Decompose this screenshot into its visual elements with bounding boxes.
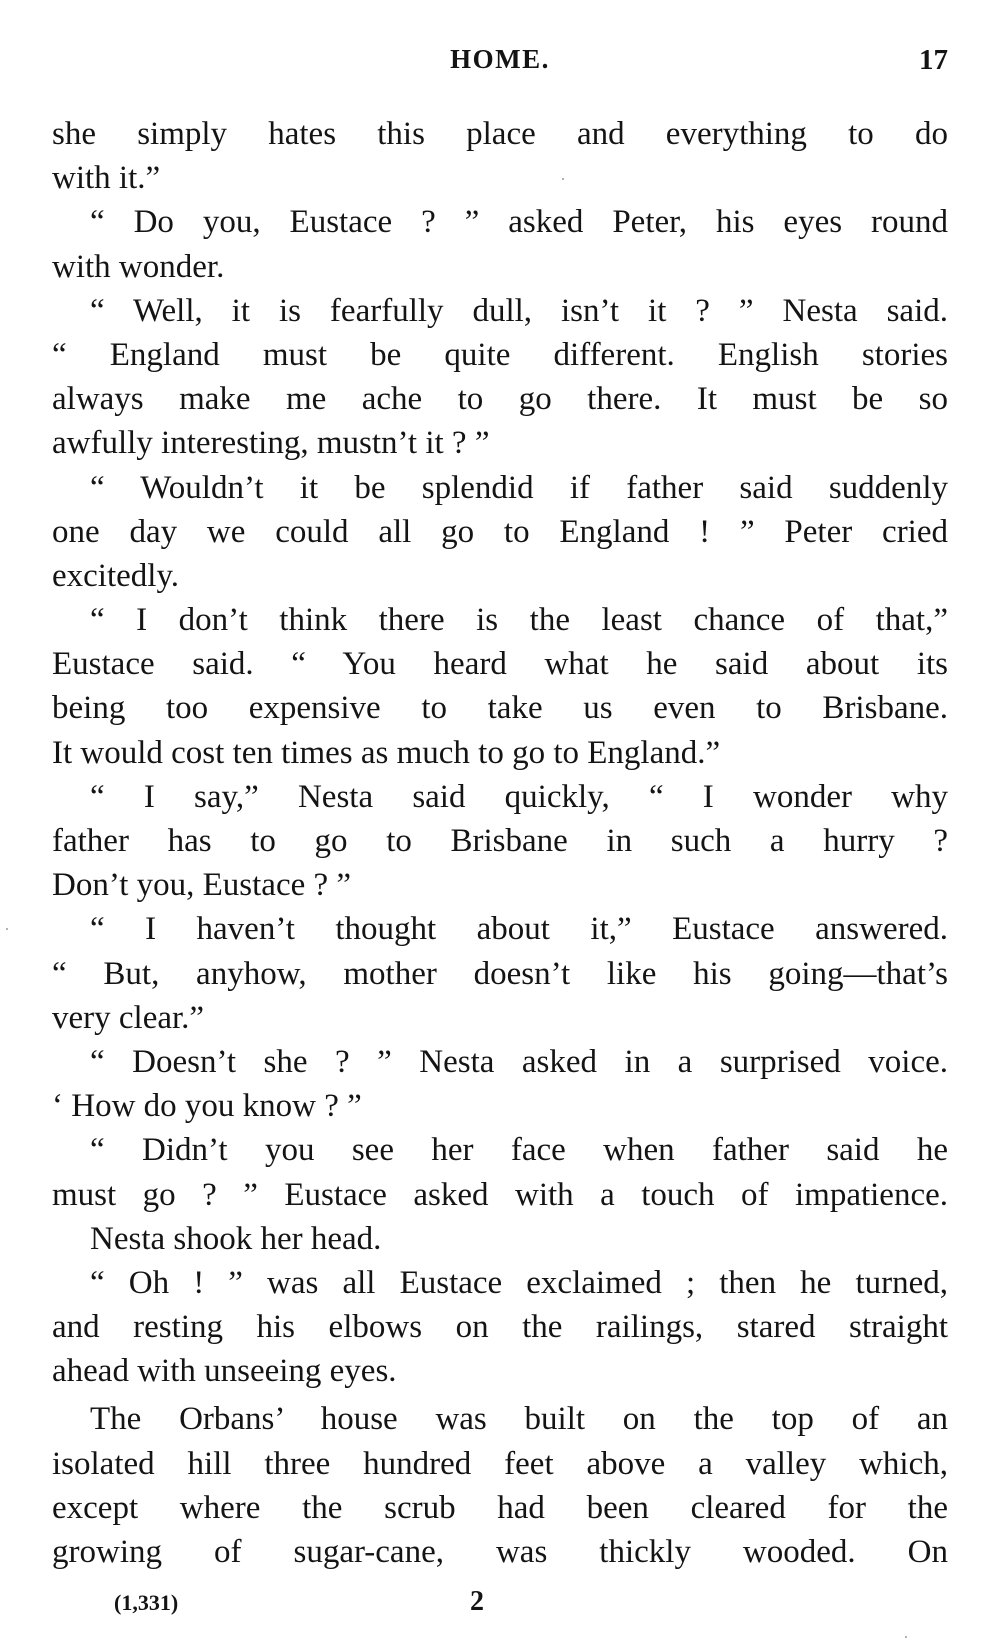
- text-line: must go ? ” Eustace asked with a touch of impatience.: [52, 1176, 948, 1213]
- printer-signature: (1,331): [114, 1590, 179, 1615]
- text-line: ‘ How do you know ? ”: [52, 1088, 362, 1125]
- text-line: very clear.”: [52, 999, 205, 1036]
- text-line: “ England must be quite different. English stories: [52, 336, 948, 373]
- page-number: 17: [919, 44, 948, 76]
- text-line: “ I haven’t thought about it,” Eustace answered.: [90, 911, 948, 948]
- text-line: “ Oh ! ” was all Eustace exclaimed ; then he turned,: [90, 1264, 948, 1301]
- text-line: “ Didn’t you see her face when father said he: [90, 1132, 948, 1169]
- text-line: with wonder.: [52, 248, 225, 285]
- text-line: always make me ache to go there. It must be so: [52, 381, 948, 418]
- text-line: Nesta shook her head.: [90, 1220, 382, 1257]
- text-line: “ But, anyhow, mother doesn’t like his going—that’s: [52, 955, 948, 992]
- text-line: growing of sugar-cane, was thickly wooded. On: [52, 1534, 948, 1570]
- sheet-mark: 2: [470, 1586, 484, 1617]
- text-line: one day we could all go to England ! ” Peter cried: [52, 513, 948, 550]
- running-title: HOME.: [450, 44, 550, 74]
- text-line: ahead with unseeing eyes.: [52, 1353, 397, 1390]
- text-line: Don’t you, Eustace ? ”: [52, 867, 352, 904]
- text-line: “ Doesn’t she ? ” Nesta asked in a surprised voice.: [90, 1043, 948, 1080]
- text-line: father has to go to Brisbane in such a hurry ?: [52, 823, 948, 859]
- text-line: “ I don’t think there is the least chance of that,”: [90, 602, 948, 639]
- text-line: awfully interesting, mustn’t it ? ”: [52, 425, 490, 462]
- text-line: excitedly.: [52, 557, 180, 594]
- page-footer: [52, 1586, 948, 1626]
- print-speck: [6, 928, 8, 930]
- print-speck: [905, 1636, 907, 1638]
- text-line: with it.”: [52, 160, 161, 197]
- text-line: being too expensive to take us even to Brisbane.: [52, 690, 948, 727]
- print-speck: [562, 178, 564, 180]
- text-line: isolated hill three hundred feet above a valley which,: [52, 1445, 948, 1482]
- text-line: “ Wouldn’t it be splendid if father said suddenly: [90, 469, 948, 506]
- text-line: and resting his elbows on the railings, stared straight: [52, 1309, 948, 1346]
- text-line: It would cost ten times as much to go to England.”: [52, 734, 721, 771]
- text-line: “ I say,” Nesta said quickly, “ I wonder why: [90, 778, 948, 815]
- text-line: “ Well, it is fearfully dull, isn’t it ? ” Nesta said.: [90, 292, 948, 329]
- text-line: she simply hates this place and everything to do: [52, 116, 948, 152]
- text-line: “ Do you, Eustace ? ” asked Peter, his eyes round: [90, 204, 948, 241]
- text-line: except where the scrub had been cleared for the: [52, 1489, 948, 1526]
- page-header: [52, 40, 948, 80]
- body-text: [52, 112, 948, 1574]
- text-line: The Orbans’ house was built on the top of an: [90, 1401, 948, 1438]
- text-line: Eustace said. “ You heard what he said about its: [52, 646, 948, 683]
